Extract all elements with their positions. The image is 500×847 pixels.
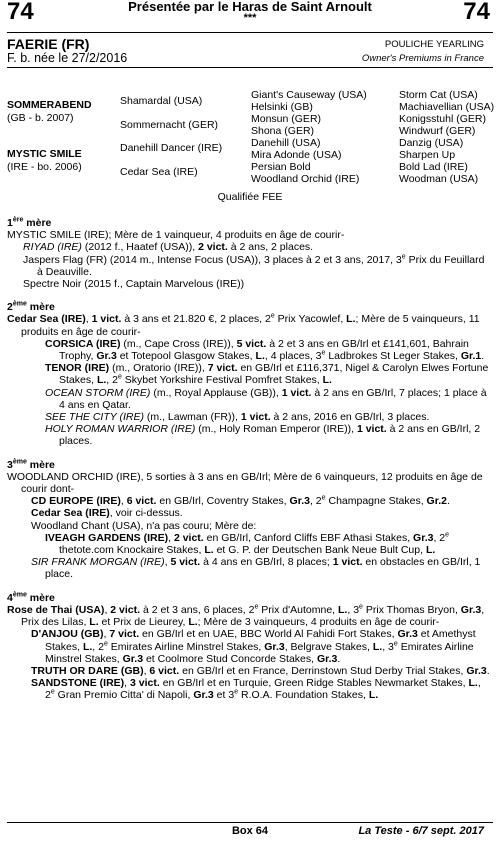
produce-entry: Cedar Sea (IRE), voir ci-dessus. xyxy=(31,507,183,520)
pedigree-gen4: Storm Cat (USA) xyxy=(399,89,478,101)
produce-entry: CORSICA (IRE) (m., Cape Cross (IRE)), 5 vict. à 2 et 3 ans en GB/Irl et £141,601, Bahrain Trophy, Gr.3 et Totepool Glasgow Stakes, L., 4 places, 3e Ladbrokes St Leger Stakes, Gr.1. xyxy=(45,337,485,363)
premium-note: Owner's Premiums in France xyxy=(361,53,484,64)
pedigree-gen3: Persian Bold xyxy=(251,161,311,173)
horse-name: FAERIE (FR) xyxy=(7,36,90,52)
produce-entry: OCEAN STORM (IRE) (m., Royal Applause (GB)), 1 vict. à 2 ans en GB/Irl, 7 places; 1 place à 4 ans en Qatar. xyxy=(45,386,487,411)
produce-entry: SIR FRANK MORGAN (IRE), 5 vict. à 4 ans en GB/Irl, 8 places; 1 vict. en obstacles en GB/Irl, 1 place. xyxy=(31,556,481,581)
horse-rule xyxy=(7,67,493,68)
produce-entry: D'ANJOU (GB), 7 vict. en GB/Irl et en UAE, BBC World Al Fahidi Fort Stakes, Gr.3 et Amethyst Stakes, L., 2e Emirates Airline Minstrel Stakes, Gr.3, Belgrave Stakes, L., 3e Emirates Airline Minstrel Stakes, Gr.3 et Coolmore Stud Concorde Stakes, Gr.3. xyxy=(31,628,476,665)
pedigree-gen4: Machiavellian (USA) xyxy=(399,101,495,113)
lot-number-right: 74 xyxy=(463,0,490,25)
dam-paragraph: MYSTIC SMILE (IRE); Mère de 1 vainqueur, 4 produits en âge de courir- xyxy=(7,229,345,242)
pedigree-gen2: Cedar Sea (IRE) xyxy=(120,166,198,178)
pedigree-gen3: Giant's Causeway (USA) xyxy=(251,89,367,101)
third-dam-paragraph: WOODLAND ORCHID (IRE), 5 sorties à 3 ans en GB/Irl; Mère de 6 vainqueurs, 12 produits en âge de courir dont- xyxy=(7,470,483,496)
pedigree-gen3: Woodland Orchid (IRE) xyxy=(251,173,360,185)
qualification: Qualifiée FEE xyxy=(217,191,283,203)
pedigree-gen4: Bold Lad (IRE) xyxy=(399,161,468,173)
produce-entry: TENOR (IRE) (m., Oratorio (IRE)), 7 vict. en GB/Irl et £116,371, Nigel & Carolyn Elwes Fortune Stakes, L., 2e Skybet Yorkshire Festival Pomfret Stakes, L. xyxy=(45,362,489,387)
lot-number-left: 74 xyxy=(7,0,34,25)
produce-entry: SANDSTONE (IRE), 3 vict. en GB/Irl et en Turquie, Green Ridge Stables Newmarket Stakes, L., 2e Gran Premio Citta' di Napoli, Gr.3 et 3e R.O.A. Foundation Stakes, L. xyxy=(31,677,481,702)
header-stars: *** xyxy=(243,12,257,24)
pedigree-gen3: Helsinki (GB) xyxy=(251,101,313,113)
horse-description: F. b. née le 27/2/2016 xyxy=(7,51,128,65)
box-number: Box 64 xyxy=(231,825,269,837)
pedigree-gen3: Monsun (GER) xyxy=(251,113,322,125)
produce-entry: TRUTH OR DARE (GB), 6 vict. en GB/Irl et en France, Derrinstown Stud Derby Trial Stakes, Gr.3. xyxy=(31,664,490,677)
horse-category: POULICHE YEARLING xyxy=(384,39,484,50)
top-rule xyxy=(7,32,493,33)
section-heading-4: 4ème mère xyxy=(7,591,55,604)
pedigree-gen4: Sharpen Up xyxy=(399,149,456,161)
dam: MYSTIC SMILE xyxy=(7,148,82,160)
produce-entry: Jaspers Flag (FR) (2014 m., Intense Focus (USA)), 3 places à 2 et 3 ans, 2017, 3e Prix du Feuillard à Deauville. xyxy=(23,253,485,278)
consignor-title: Présentée par le Haras de Saint Arnoult xyxy=(128,0,372,14)
sire-info: (GB - b. 2007) xyxy=(7,112,74,124)
produce-entry: RIYAD (IRE) (2012 f., Haatef (USA)), 2 vict. à 2 ans, 2 places. xyxy=(23,241,314,254)
produce-entry: Spectre Noir (2015 f., Captain Marvelous (IRE)) xyxy=(23,278,245,291)
pedigree-gen2: Danehill Dancer (IRE) xyxy=(120,142,223,154)
produce-entry: Woodland Chant (USA), n'a pas couru; Mère de: xyxy=(31,519,257,532)
pedigree-gen3: Mira Adonde (USA) xyxy=(251,149,342,161)
footer-rule xyxy=(7,822,493,823)
pedigree-gen4: Windwurf (GER) xyxy=(399,125,476,137)
second-dam-paragraph: Cedar Sea (IRE), 1 vict. à 3 ans et 21.820 €, 2 places, 2e Prix Yacowlef, L.; Mère de 5 vainqueurs, 11 produits en âge de courir- xyxy=(7,312,480,338)
pedigree-gen4: Danzig (USA) xyxy=(399,137,464,149)
section-heading-1: 1ère mère xyxy=(7,216,52,229)
section-heading-3: 3ème mère xyxy=(7,458,55,471)
family-notes xyxy=(7,217,493,702)
sale-info: La Teste - 6/7 sept. 2017 xyxy=(358,825,484,837)
fourth-dam-paragraph: Rose de Thai (USA), 2 vict. à 2 et 3 ans, 6 places, 2e Prix d'Automne, L., 3e Prix Thomas Bryon, Gr.3, Prix des Lilas, L. et Prix de Lieurey, L.; Mère de 3 vainqueurs, 4 produits en âge de courir- xyxy=(7,603,485,629)
produce-entry: CD EUROPE (IRE), 6 vict. en GB/Irl, Coventry Stakes, Gr.3, 2e Champagne Stakes, Gr.2. xyxy=(31,494,450,508)
sire: SOMMERABEND xyxy=(7,99,92,111)
section-heading-2: 2ème mère xyxy=(7,300,55,314)
pedigree-gen3: Shona (GER) xyxy=(251,125,315,137)
produce-entry: IVEAGH GARDENS (IRE), 2 vict. en GB/Irl, Canford Cliffs EBF Athasi Stakes, Gr.3, 2e thetote.com Knockaire Stakes, L. et G. P. der Deutschen Bank Neue Bult Cup, L. xyxy=(45,531,450,557)
pedigree-gen4: Woodman (USA) xyxy=(399,173,479,185)
produce-entry: SEE THE CITY (IRE) (m., Lawman (FR)), 1 vict. à 2 ans, 2016 en GB/Irl, 3 places. xyxy=(45,411,430,424)
produce-entry: HOLY ROMAN WARRIOR (IRE) (m., Holy Roman Emperor (IRE)), 1 vict. à 2 ans en GB/Irl, 2 places. xyxy=(45,423,481,448)
pedigree-gen4: Konigsstuhl (GER) xyxy=(399,113,486,125)
dam-info: (IRE - bo. 2006) xyxy=(7,161,82,173)
pedigree-gen2: Shamardal (USA) xyxy=(120,95,203,107)
pedigree-gen2: Sommernacht (GER) xyxy=(120,119,219,131)
pedigree-gen3: Danehill (USA) xyxy=(251,137,321,149)
